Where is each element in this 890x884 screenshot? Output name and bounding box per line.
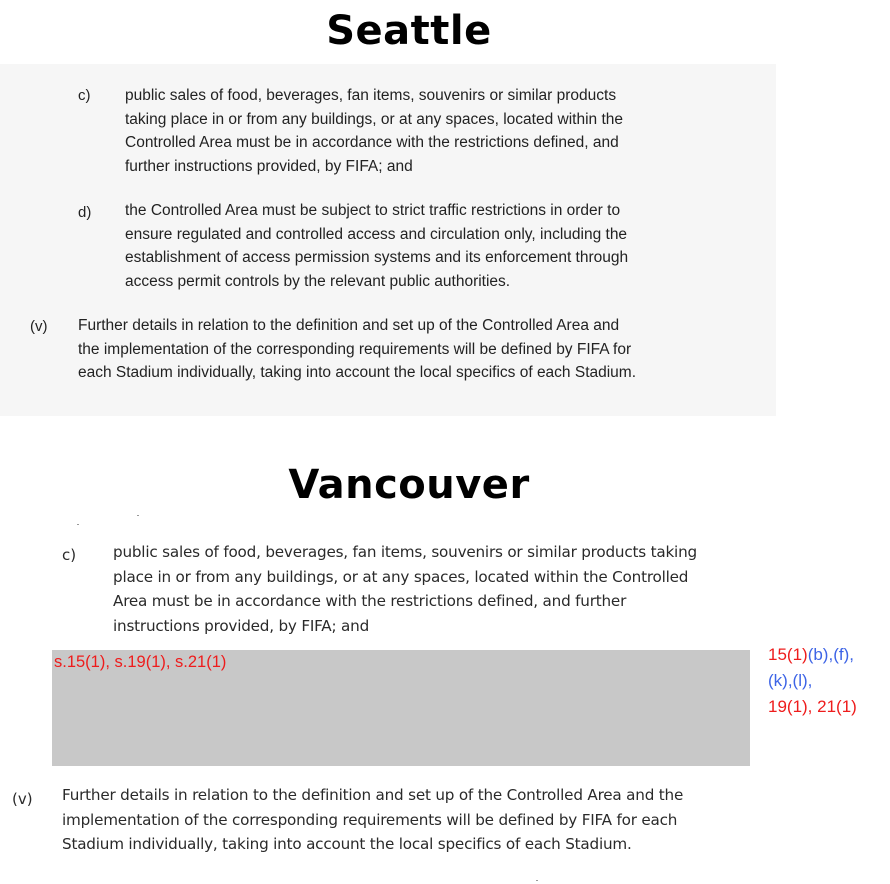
text-line: implementation of the corresponding requirements will be defined by FIFA for each [62, 810, 678, 829]
text-line: the implementation of the corresponding requirements will be defined by FIFA for [78, 340, 632, 358]
text-line: public sales of food, beverages, fan items, souvenirs or similar products [125, 87, 617, 104]
text-line: Stadium individually, taking into account the local specifics of each Stadium. [62, 835, 632, 853]
text-line: further instructions provided, by FIFA; and [125, 157, 413, 175]
text-line: place in or from any buildings, or at any spaces, located within the Controlled [113, 567, 689, 586]
scan-speck [536, 880, 538, 881]
vancouver-item-c-marker: c) [62, 546, 77, 564]
redaction-box [52, 650, 750, 766]
vancouver-item-c-text [113, 540, 697, 638]
text-line: Controlled Area must be in accordance with the restrictions defined, and [125, 134, 619, 151]
seattle-item-d-text [125, 199, 628, 293]
scan-speck [77, 524, 79, 525]
vancouver-item-v-text [62, 783, 683, 857]
text-line: access permit controls by the relevant public authorities. [125, 272, 511, 290]
text-line: ensure regulated and controlled access and circulation only, including the [125, 225, 628, 243]
text-line: public sales of food, beverages, fan items, souvenirs or similar products taking [113, 543, 697, 561]
text-line: each Stadium individually, taking into account the local specifics of each Stadium. [78, 364, 637, 381]
seattle-item-v-marker: (v) [30, 318, 48, 335]
seattle-item-d-marker: d) [78, 204, 92, 221]
side-note-line: 19(1), 21(1) [768, 697, 857, 716]
seattle-item-v-text [78, 314, 636, 385]
text-line: the Controlled Area must be subject to strict traffic restrictions in order to [125, 202, 621, 219]
vancouver-item-v-marker: (v) [12, 790, 33, 808]
redaction-label: s.15(1), s.19(1), s.21(1) [54, 653, 227, 671]
text-line: Further details in relation to the definition and set up of the Controlled Area and the [62, 786, 684, 804]
exemption-subsections: (b),(f), [807, 645, 854, 664]
seattle-heading: Seattle [326, 8, 492, 54]
text-line: Area must be in accordance with the restrictions defined, and further [113, 592, 627, 610]
side-note-line [768, 642, 890, 668]
text-line: instructions provided, by FIFA; and [113, 616, 370, 635]
side-note-line: (k),(l), [768, 671, 813, 690]
exemption-section: 15(1) [768, 645, 808, 664]
exemption-side-note [768, 642, 890, 720]
seattle-item-c-text [125, 84, 623, 178]
text-line: Further details in relation to the definition and set up of the Controlled Area and [78, 317, 620, 334]
seattle-item-c-marker: c) [78, 87, 91, 104]
text-line: establishment of access permission systems and its enforcement through [125, 249, 629, 266]
vancouver-heading: Vancouver [288, 462, 530, 508]
scan-speck [137, 515, 139, 516]
text-line: taking place in or from any buildings, or at any spaces, located within the [125, 110, 623, 128]
